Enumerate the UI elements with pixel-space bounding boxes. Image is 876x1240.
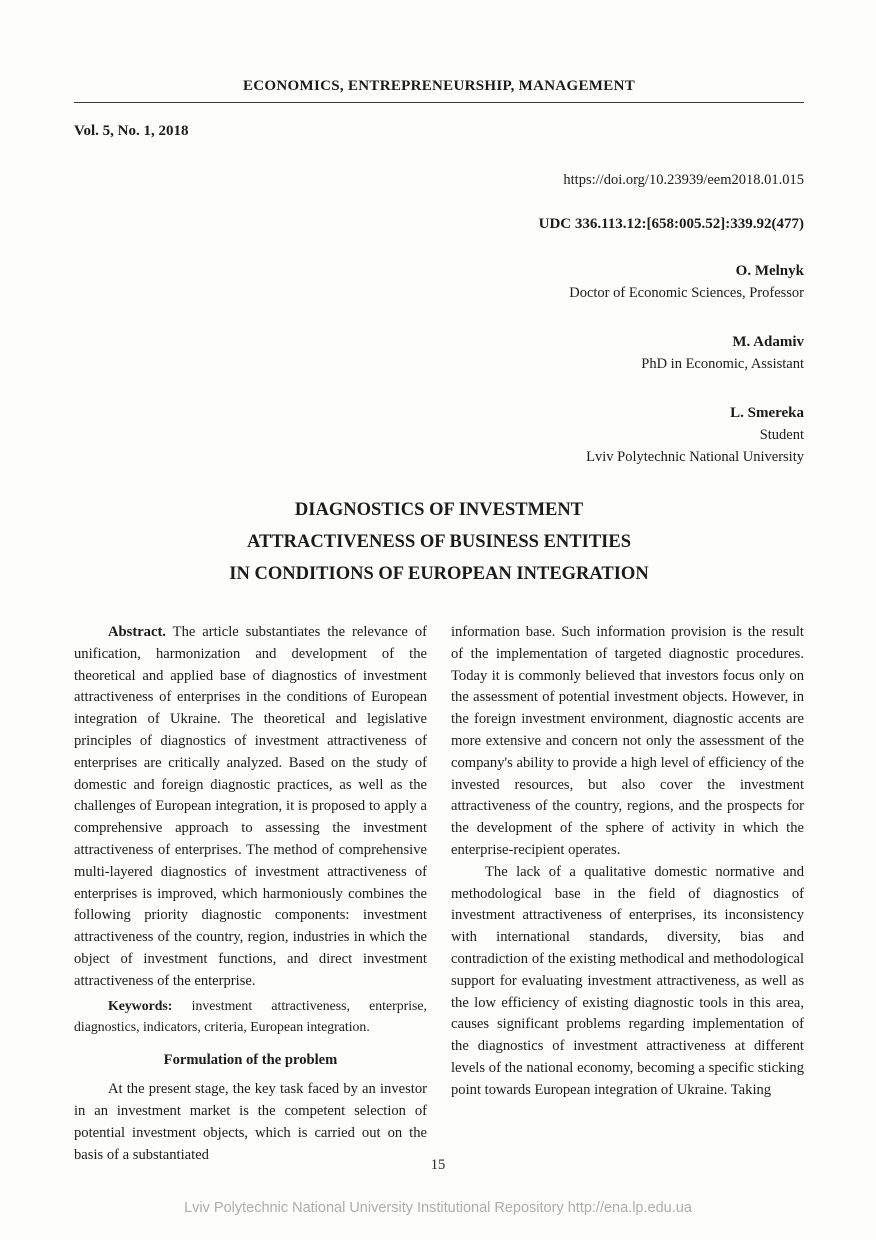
author-name: O. Melnyk <box>735 263 804 279</box>
keywords-label: Keywords: <box>108 997 173 1013</box>
volume-issue: Vol. 5, No. 1, 2018 <box>74 123 189 139</box>
two-column-body <box>74 622 804 1167</box>
journal-title: ECONOMICS, ENTREPRENEURSHIP, MANAGEMENT <box>74 78 804 103</box>
abstract-paragraph <box>74 622 427 993</box>
abstract-text: The article substantiates the relevance of unification, harmonization and development of the theoretical and applied base of diagnostics of investment attractiveness of enterprises in the conditions of European integration of Ukraine. The theoretical and legislative principles of diagnostics of investment attractiveness of enterprises are critically analyzed. Based on the study of domestic and foreign diagnostic practices, as well as the challenges of European integration, it is proposed to apply a comprehensive approach to assessing the investment attractiveness of enterprises. The method of comprehensive multi-layered diagnostics of investment attractiveness of enterprises is improved, which harmoniously combines the following priority diagnostic components: investment attractiveness of the country, region, industries in which the object of investment functions, and direct investment attractiveness of the enterprise. <box>74 624 427 989</box>
article-title <box>74 494 804 590</box>
author-affiliation: Student <box>759 427 804 443</box>
body-paragraph: The lack of a qualitative domestic normative and methodological base in the field of diagnostics of investment attractiveness of enterprises, its inconsistency with international standards, diversity, bias and contradiction of the existing methodical and methodological support for evaluating investment attractiveness, as well as the low efficiency of existing diagnostic tools in this area, causes significant problems regarding implementation of the diagnostics of investment attractiveness at different levels of the national economy, becoming a specific sticking point towards European integration of Ukraine. Taking <box>451 863 804 1098</box>
repository-footer: Lviv Polytechnic National University Institutional Repository http://ena.lp.edu.ua <box>184 1200 692 1216</box>
right-column <box>451 622 804 1167</box>
section-heading: Formulation of the problem <box>163 1051 338 1068</box>
left-column <box>74 622 427 1167</box>
article-title-line: DIAGNOSTICS OF INVESTMENT <box>294 500 584 520</box>
keywords-paragraph <box>74 995 427 1037</box>
body-paragraph: At the present stage, the key task faced by an investor in an investment market is the competent selection of potential investment objects, which is carried out on the basis of a substantiated <box>74 1081 427 1163</box>
author-name: L. Smereka <box>730 405 804 421</box>
udc-code: UDC 336.113.12:[658:005.52]:339.92(477) <box>538 216 804 232</box>
author-entry <box>74 331 804 375</box>
doi-udc-block <box>74 172 804 233</box>
author-entry <box>74 402 804 468</box>
author-university: Lviv Polytechnic National University <box>586 449 804 465</box>
abstract-label: Abstract. <box>108 624 166 640</box>
author-entry <box>74 260 804 304</box>
doi-text: https://doi.org/10.23939/eem2018.01.015 <box>563 172 804 188</box>
keywords-text: investment attractiveness, enterprise, diagnostics, indicators, criteria, European integration. <box>74 997 427 1034</box>
page-number: 15 <box>430 1157 446 1173</box>
body-paragraph: information base. Such information provision is the result of the implementation of targeted diagnostic procedures. Today it is commonly believed that investors focus only on the assessment of potential investment objects. However, in the foreign investment environment, diagnostic accents are more extensive and concern not only the assessment of the company's ability to provide a high level of efficiency of the invested resources, but also cover the investment attractiveness of the country, regions, and the prospects for the development of the sphere of activity in which the enterprise-recipient operates. <box>451 624 804 858</box>
article-title-line: IN CONDITIONS OF EUROPEAN INTEGRATION <box>229 564 649 584</box>
article-title-line: ATTRACTIVENESS OF BUSINESS ENTITIES <box>246 532 631 552</box>
author-affiliation: Doctor of Economic Sciences, Professor <box>569 285 804 301</box>
author-affiliation: PhD in Economic, Assistant <box>641 356 804 372</box>
authors-block <box>74 260 804 468</box>
author-name: M. Adamiv <box>732 334 804 350</box>
